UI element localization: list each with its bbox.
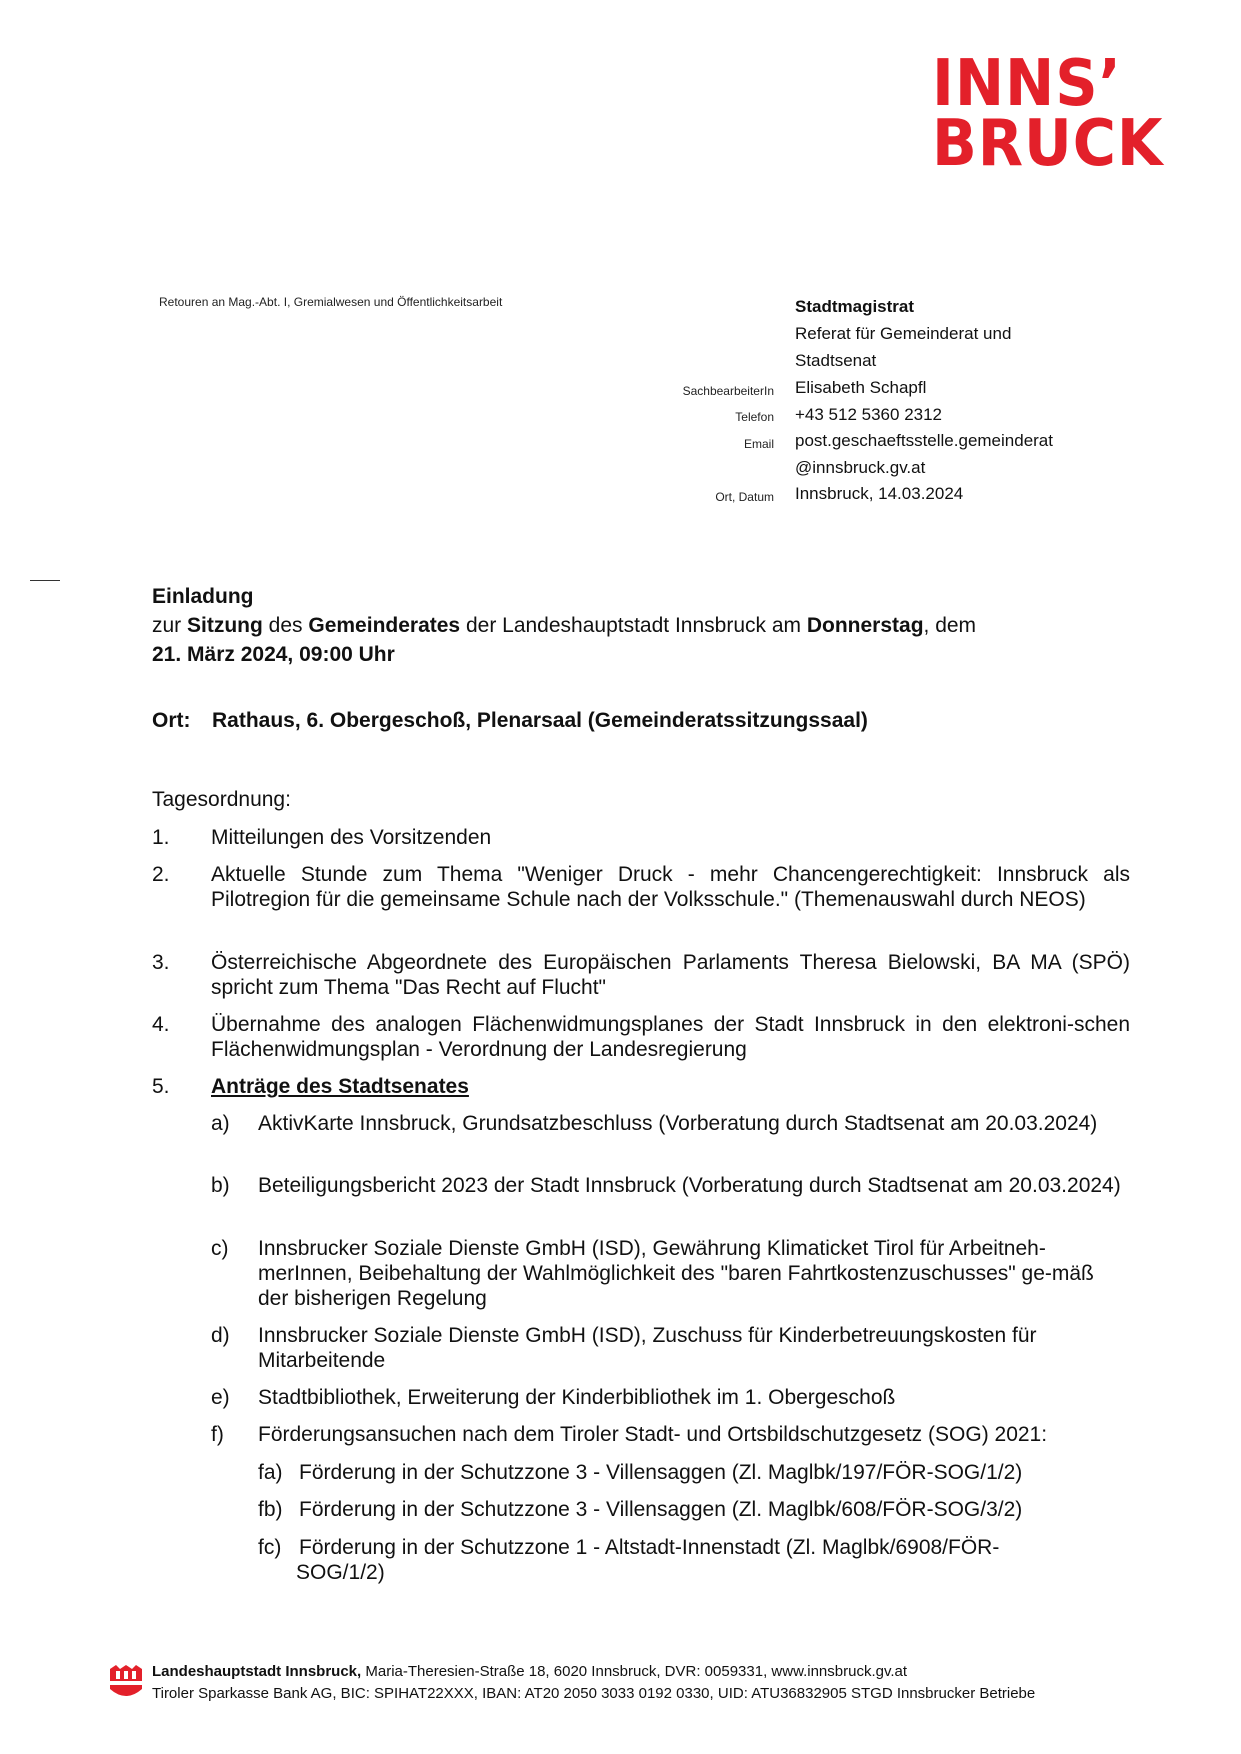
footer-address	[152, 1663, 907, 1680]
logo-line-1: INNS’	[932, 47, 1122, 121]
email-value: post.geschaeftsstelle.gemeinderat	[795, 431, 1053, 450]
location-value: Rathaus, 6. Obergeschoß, Plenarsaal (Gemeinderatssitzungssaal)	[212, 709, 868, 732]
fold-mark	[30, 580, 60, 581]
agenda-subitem-letter: c)	[211, 1237, 229, 1260]
agenda-item-number: 4.	[152, 1013, 170, 1036]
agenda-subsubitem-label: fa)	[258, 1461, 283, 1484]
agenda-subitem-letter: d)	[211, 1324, 230, 1347]
phone-label: Telefon	[735, 410, 774, 424]
department-line-1: Referat für Gemeinderat und	[795, 324, 1012, 343]
office-name: Stadtmagistrat	[795, 297, 915, 316]
agenda-item-text: Mitteilungen des Vorsitzenden	[211, 826, 492, 849]
agenda-subitem-letter: a)	[211, 1112, 230, 1135]
phone-value: +43 512 5360 2312	[795, 405, 943, 424]
agenda-title: Tagesordnung:	[152, 788, 291, 811]
footer-bank: Tiroler Sparkasse Bank AG, BIC: SPIHAT22XXX, IBAN: AT20 2050 3033 0192 0330, UID: ATU36832905 STGD Innsbrucker Betriebe	[152, 1685, 1036, 1702]
agenda-item-text: Übernahme des analogen Flächenwidmungsplanes der Stadt Innsbruck in den elektroni-schen Flächenwidmungsplan - Verordnung der Landesregierung	[211, 1013, 1130, 1061]
agenda-item-text: Aktuelle Stunde zum Thema "Weniger Druck - mehr Chancengerechtigkeit: Innsbruck als Pilotregion für die gemeinsame Schule nach der Volksschule." (Themenauswahl durch NEOS)	[211, 863, 1130, 911]
agenda-item-number: 3.	[152, 951, 170, 974]
agenda-subsubitem-text: Förderung in der Schutzzone 3 - Villensaggen (Zl. Maglbk/608/FÖR-SOG/3/2)	[299, 1498, 1023, 1521]
agenda-subsubitem-label: fb)	[258, 1498, 283, 1521]
invitation-heading: Einladung	[152, 585, 254, 608]
agenda-item-number: 5.	[152, 1075, 170, 1098]
agenda-subitem-text: AktivKarte Innsbruck, Grundsatzbeschluss (Vorberatung durch Stadtsenat am 20.03.2024)	[258, 1112, 1098, 1135]
agenda-item-text: Österreichische Abgeordnete des Europäischen Parlaments Theresa Bielowski, BA MA (SPÖ) spricht zum Thema "Das Recht auf Flucht"	[211, 951, 1130, 999]
innsbruck-logo	[932, 47, 1164, 181]
agenda-subitem-text: Beteiligungsbericht 2023 der Stadt Innsbruck (Vorberatung durch Stadtsenat am 20.03.2024)	[258, 1174, 1121, 1197]
inv-text-d: Gemeinderates	[308, 614, 461, 637]
agenda-item-text: Anträge des Stadtsenates	[211, 1075, 469, 1098]
footer-name: Landeshauptstadt Innsbruck,	[152, 1663, 362, 1680]
agenda-item-number: 1.	[152, 826, 170, 849]
inv-text-c: des	[262, 614, 309, 637]
email-value-line-2: @innsbruck.gv.at	[795, 458, 926, 477]
agenda-subitem-text: Stadtbibliothek, Erweiterung der Kinderbibliothek im 1. Obergeschoß	[258, 1386, 896, 1409]
location-label: Ort:	[152, 709, 191, 732]
agenda-subitem-text: Innsbrucker Soziale Dienste GmbH (ISD), Zuschuss für Kinderbetreuungskosten für Mitarbeitende	[258, 1324, 1037, 1372]
place-date-value: Innsbruck, 14.03.2024	[795, 484, 964, 503]
agenda-subsubitem-text-continued: SOG/1/2)	[296, 1561, 385, 1584]
place-date-label: Ort, Datum	[715, 490, 774, 504]
invitation-date-time: 21. März 2024, 09:00 Uhr	[152, 643, 395, 666]
innsbruck-crest-icon	[108, 1663, 144, 1701]
agenda-subsubitem-continuation	[296, 1560, 596, 1585]
agenda-subitem-text: Innsbrucker Soziale Dienste GmbH (ISD), Gewährung Klimaticket Tirol für Arbeitneh-merInnen, Beibehaltung der Wahlmöglichkeit des "baren Fahrtkostenzuschusses" ge-mäß der bisherigen Regelung	[258, 1237, 1094, 1310]
agenda-subitem-text: Förderungsansuchen nach dem Tiroler Stadt- und Ortsbildschutzgesetz (SOG) 2021:	[258, 1423, 1048, 1446]
department-line-2: Stadtsenat	[795, 351, 877, 370]
logo-line-2: BRUCK	[932, 107, 1164, 181]
clerk-value: Elisabeth Schapfl	[795, 378, 927, 397]
footer-address-text: Maria-Theresien-Straße 18, 6020 Innsbruck, DVR: 0059331, www.innsbruck.gv.at	[361, 1663, 908, 1680]
clerk-label: SachbearbeiterIn	[682, 384, 774, 398]
inv-text-e: der Landeshauptstadt Innsbruck am	[460, 614, 807, 637]
inv-text-b: Sitzung	[187, 614, 263, 637]
agenda-item-number: 2.	[152, 863, 170, 886]
agenda-subsubitem-text: Förderung in der Schutzzone 3 - Villensaggen (Zl. Maglbk/197/FÖR-SOG/1/2)	[299, 1461, 1023, 1484]
inv-text-f: Donnerstag	[806, 614, 924, 637]
email-label: Email	[743, 437, 774, 451]
inv-text-g: , dem	[923, 614, 977, 637]
return-address: Retouren an Mag.-Abt. I, Gremialwesen und Öffentlichkeitsarbeit	[159, 295, 503, 309]
agenda-subitem-letter: f)	[211, 1423, 224, 1446]
invitation-line	[152, 614, 976, 638]
agenda-subitem-letter: e)	[211, 1386, 230, 1409]
agenda-subsubitem-text: Förderung in der Schutzzone 1 - Altstadt-Innenstadt (Zl. Maglbk/6908/FÖR-	[299, 1536, 1000, 1559]
agenda-subitem-letter: b)	[211, 1174, 230, 1197]
agenda-subsubitem-label: fc)	[258, 1536, 282, 1559]
inv-text-a: zur	[152, 614, 188, 637]
